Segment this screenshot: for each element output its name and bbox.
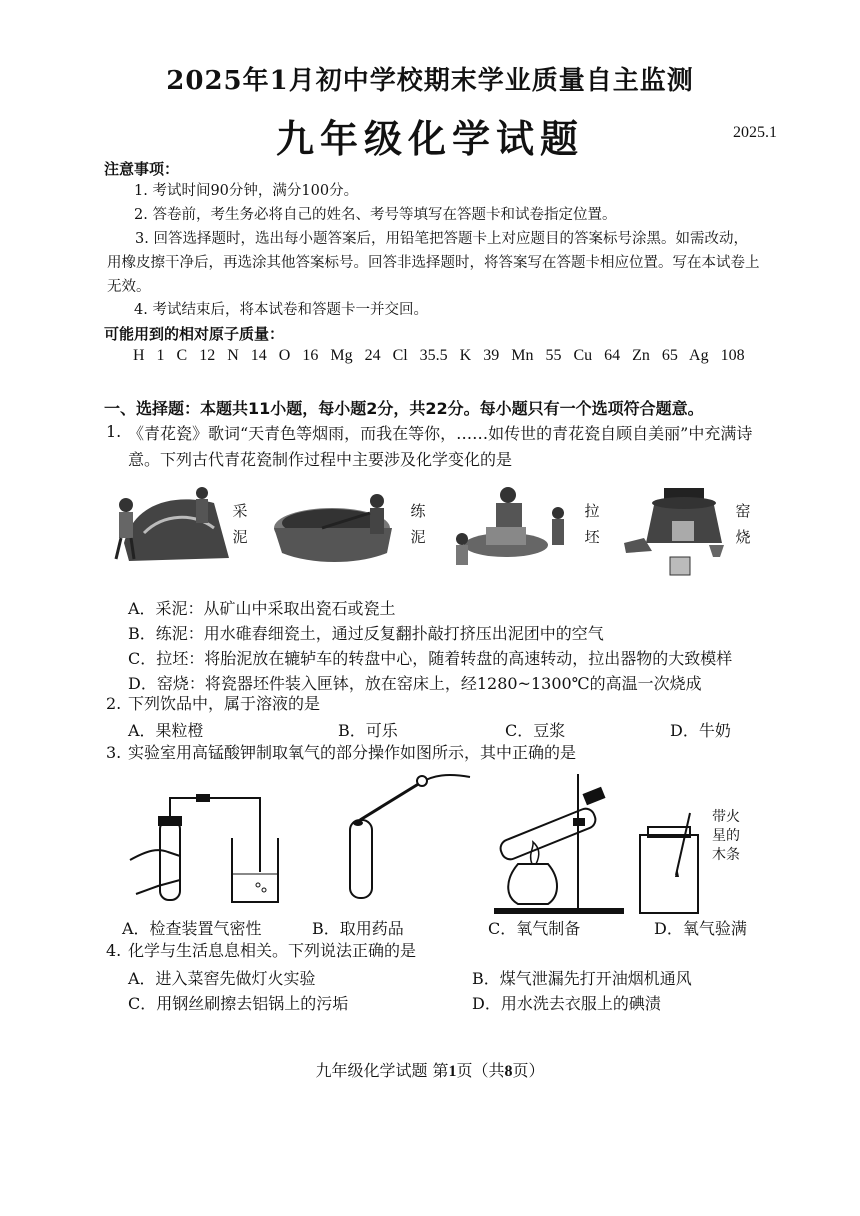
q3-stem: 实验室用高锰酸钾制取氧气的部分操作如图所示，其中正确的是 [128, 743, 577, 762]
notice-item-2: 2. 答卷前，考生务必将自己的姓名、考号等填写在答题卡和试卷指定位置。 [134, 207, 617, 223]
mining-clay-illustration [104, 483, 234, 565]
kiln-firing-illustration [614, 483, 744, 578]
exam-date: 2025.1 [733, 124, 777, 141]
q1-option-a: A．采泥：从矿山中采取出瓷石或瓷土 [128, 599, 396, 618]
q1-option-c: C．拉坯：将胎泥放在辘轳车的转盘中心，随着转盘的高速转动，拉出器物的大致模样 [128, 649, 733, 668]
q2-option-a: A．果粒橙 [128, 721, 204, 740]
throwing-pottery-illustration [446, 483, 576, 573]
q4-option-d: D．用水洗去衣服上的碘渍 [472, 994, 661, 1013]
q1-option-b: B．练泥：用水碓舂细瓷土，通过反复翻扑敲打挤压出泥团中的空气 [128, 624, 604, 643]
q1-number: 1. [106, 422, 122, 441]
atomic-mass-list: H 1 C 12 N 14 O 16 Mg 24 Cl 35.5 K 39 Mn 55 Cu 64 Zn 65 Ag 108 [133, 347, 745, 364]
picture-label-4: 窑 烧 [735, 502, 751, 546]
q2-option-c: C．豆浆 [505, 721, 566, 740]
oxygen-test-figure [630, 805, 710, 915]
atomic-mass-heading: 可能用到的相对原子质量： [104, 325, 285, 343]
q4-option-b: B．煤气泄漏先打开油烟机通风 [472, 969, 692, 988]
glowing-splint-label: 带火 星的 木条 [712, 809, 740, 863]
notice-item-3: 3. 回答选择题时，选出每小题答案后，用铅笔把答题卡上对应题目的答案标号涂黑。如需改动，用橡皮擦干净后，再选涂其他答案标号。回答非选择题时，将答案写在答题卡相应位置。写在本试卷上无效。 [107, 231, 760, 295]
q4-option-a: A．进入菜窖先做灯火实验 [128, 969, 316, 988]
q2-option-d: D．牛奶 [670, 721, 731, 740]
q3-option-a: A．检查装置气密性 [122, 919, 262, 938]
exam-title: 2025年1月初中学校期末学业质量自主监测 [166, 66, 694, 96]
q2-option-b: B．可乐 [338, 721, 398, 740]
section-heading: 一、选择题：本题共11小题，每小题2分，共22分。每小题只有一个选项符合题意。 [104, 399, 704, 418]
picture-label-1: 采 泥 [232, 502, 248, 546]
picture-label-3: 拉 坯 [584, 502, 600, 546]
q3-option-d: D．氧气验满 [654, 919, 747, 938]
notice-item-1: 1. 考试时间90分钟，满分100分。 [134, 183, 359, 199]
take-chemical-figure [338, 765, 478, 905]
q4-option-c: C．用钢丝刷擦去铝锅上的污垢 [128, 994, 349, 1013]
q1-option-d: D．窑烧：将瓷器坯件装入匣钵，放在窑床上，经1280~1300℃的高温一次烧成 [128, 674, 702, 693]
picture-label-2: 练 泥 [410, 502, 426, 546]
q4-stem: 化学与生活息息相关。下列说法正确的是 [128, 941, 417, 960]
notice-heading: 注意事项： [104, 160, 180, 178]
refining-clay-illustration [262, 483, 407, 568]
q3-option-b: B．取用药品 [312, 919, 404, 938]
q1-stem: 《青花瓷》歌词“天青色等烟雨，而我在等你，……如传世的青花瓷自顾自美丽”中充满诗意。下列古代青花瓷制作过程中主要涉及化学变化的是 [128, 424, 753, 469]
q4-number: 4. [106, 941, 122, 960]
subject-title: 九年级化学试题 [275, 116, 584, 161]
airtightness-check-figure [128, 790, 288, 915]
page-footer: 九年级化学试题 第1页（共8页） [315, 1061, 545, 1080]
q3-number: 3. [106, 743, 122, 762]
q3-option-c: C．氧气制备 [488, 919, 581, 938]
q2-stem: 下列饮品中，属于溶液的是 [128, 694, 321, 713]
q2-number: 2. [106, 694, 122, 713]
notice-item-4: 4. 考试结束后，将本试卷和答题卡一并交回。 [134, 302, 428, 318]
oxygen-preparation-figure [488, 768, 638, 916]
